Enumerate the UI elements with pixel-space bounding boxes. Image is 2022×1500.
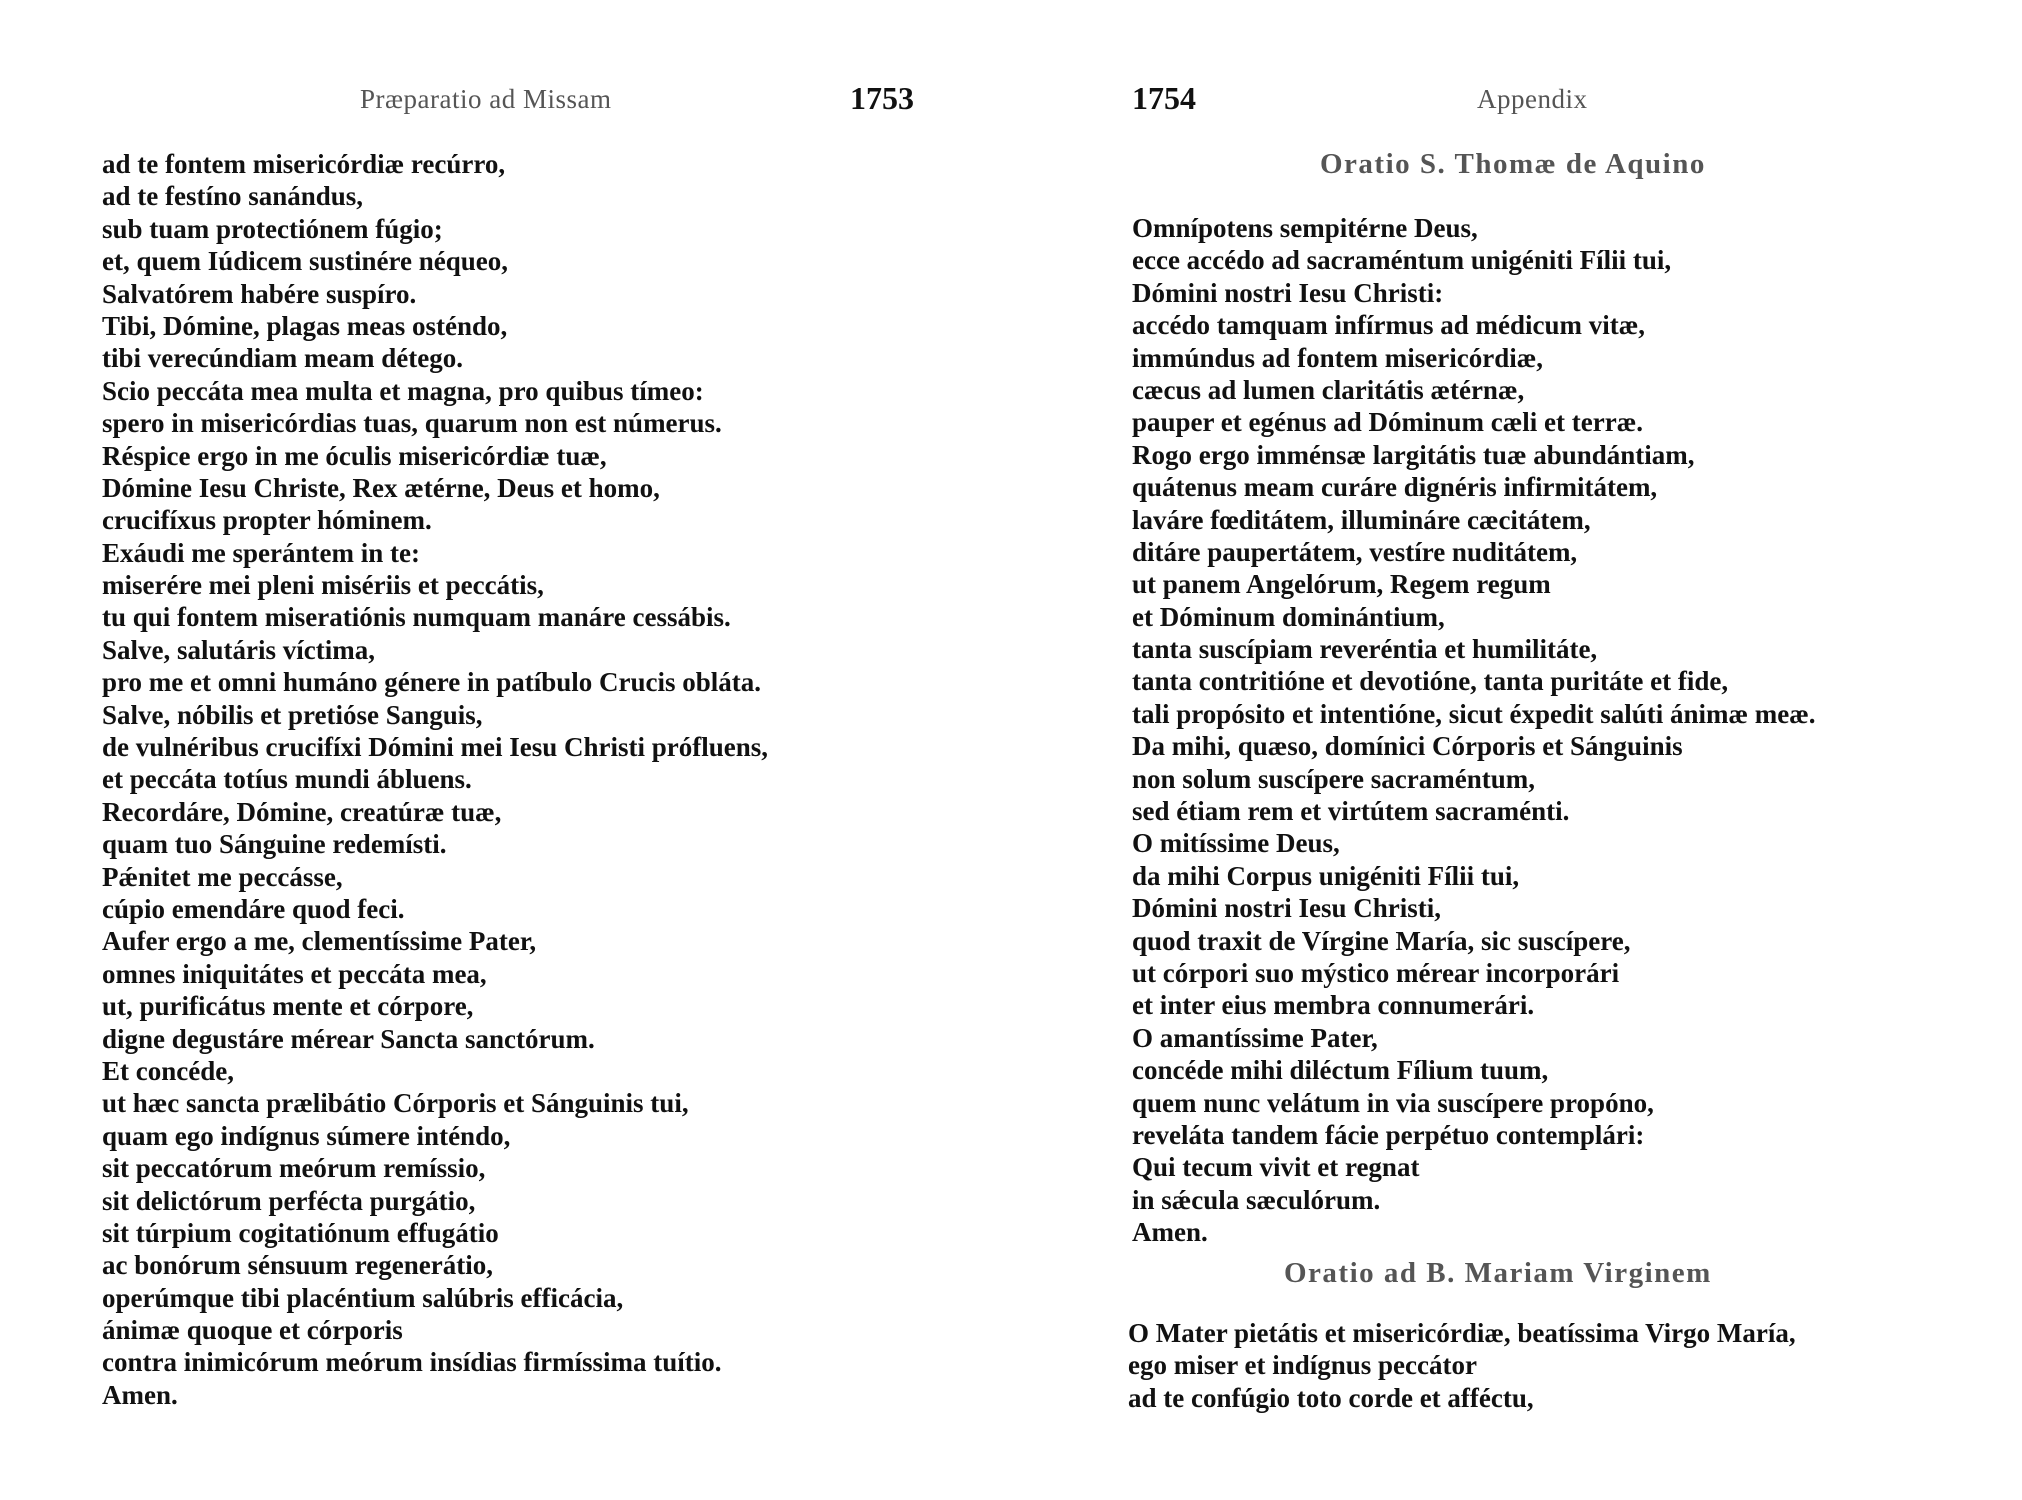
text-line: operúmque tibi placéntium salúbris efficácia, xyxy=(102,1282,624,1313)
text-line: ac bonórum sénsuum regenerátio, xyxy=(102,1250,493,1281)
text-line: sit peccatórum meórum remíssio, xyxy=(102,1153,486,1184)
text-line: in sǽcula sæculórum. xyxy=(1132,1184,1381,1215)
text-line: Amen. xyxy=(1132,1217,1208,1248)
text-line: contra inimicórum meórum insídias firmíssima tuítio. xyxy=(102,1347,722,1378)
text-line: cæcus ad lumen claritátis ætérnæ, xyxy=(1132,374,1525,405)
text-line: Dómini nostri Iesu Christi: xyxy=(1132,277,1444,308)
running-head-right: Appendix xyxy=(1477,84,1588,114)
left-page xyxy=(98,0,938,1500)
text-line: Omnípotens sempitérne Deus, xyxy=(1132,213,1478,243)
text-line: ánimæ quoque et córporis xyxy=(102,1315,403,1346)
text-line: Rogo ergo imménsæ largitátis tuæ abundántiam, xyxy=(1132,439,1695,470)
text-line: et, quem Iúdicem sustinére néqueo, xyxy=(102,246,509,277)
text-line: Qui tecum vivit et regnat xyxy=(1132,1152,1420,1183)
text-line: O amantíssime Pater, xyxy=(1132,1022,1378,1053)
text-line: sed étiam rem et virtútem sacraménti. xyxy=(1132,796,1570,827)
text-line: Dómini nostri Iesu Christi, xyxy=(1132,893,1442,924)
text-line: laváre fœditátem, illumináre cæcitátem, xyxy=(1132,504,1591,535)
text-line: quátenus meam curáre dignéris infirmitátem, xyxy=(1132,472,1658,503)
thomas-prayer-text xyxy=(1132,212,1816,1249)
text-line: spero in misericórdias tuas, quarum non est númerus. xyxy=(102,408,722,439)
text-line: non solum suscípere sacraméntum, xyxy=(1132,763,1536,794)
text-line: Salve, salutáris víctima, xyxy=(102,634,375,665)
text-line: ad te festíno sanándus, xyxy=(102,181,364,212)
text-line: Dómine Iesu Christe, Rex ætérne, Deus et homo, xyxy=(102,472,660,503)
text-line: et Dóminum dominántium, xyxy=(1132,601,1445,632)
text-line: sit delictórum perfécta purgátio, xyxy=(102,1185,476,1216)
text-line: crucifíxus propter hóminem. xyxy=(102,505,432,536)
text-line: tanta contritióne et devotióne, tanta puritáte et fide, xyxy=(1132,666,1729,697)
text-line: O mitíssime Deus, xyxy=(1132,828,1340,859)
text-line: ad te fontem misericórdiæ recúrro, xyxy=(102,149,506,179)
text-line: ditáre paupertátem, vestíre nuditátem, xyxy=(1132,536,1578,567)
text-line: Pǽnitet me peccásse, xyxy=(102,861,343,892)
text-line: immúndus ad fontem misericórdiæ, xyxy=(1132,342,1543,373)
text-line: pauper et egénus ad Dóminum cæli et terræ. xyxy=(1132,407,1643,438)
page-number-right: 1754 xyxy=(1132,80,1196,116)
page-number-left: 1753 xyxy=(850,80,914,116)
text-line: omnes iniquitátes et peccáta mea, xyxy=(102,958,487,989)
text-line: reveláta tandem fácie perpétuo contemplári: xyxy=(1132,1119,1645,1150)
text-line: O Mater pietátis et misericórdiæ, beatíssima Virgo María, xyxy=(1128,1318,1796,1348)
text-line: quam ego indígnus súmere inténdo, xyxy=(102,1120,511,1151)
text-line: digne degustáre mérear Sancta sanctórum. xyxy=(102,1023,595,1054)
text-line: tibi verecúndiam meam détego. xyxy=(102,343,463,374)
text-line: Salve, nóbilis et pretióse Sanguis, xyxy=(102,699,483,730)
text-line: ut panem Angelórum, Regem regum xyxy=(1132,569,1551,600)
text-line: sit túrpium cogitatiónum effugátio xyxy=(102,1217,499,1248)
text-line: accédo tamquam infírmus ad médicum vitæ, xyxy=(1132,310,1645,341)
text-line: quod traxit de Vírgine María, sic suscípere, xyxy=(1132,925,1631,956)
text-line: pro me et omni humáno génere in patíbulo Crucis obláta. xyxy=(102,667,762,698)
text-line: tali propósito et intentióne, sicut éxpedit salúti ánimæ meæ. xyxy=(1132,698,1816,729)
text-line: Amen. xyxy=(102,1379,178,1410)
text-line: Salvatórem habére suspíro. xyxy=(102,278,417,309)
text-line: Tibi, Dómine, plagas meas osténdo, xyxy=(102,310,508,341)
text-line: ecce accédo ad sacraméntum unigéniti Fílii tui, xyxy=(1132,245,1672,276)
text-line: Et concéde, xyxy=(102,1055,234,1086)
text-line: quem nunc velátum in via suscípere propóno, xyxy=(1132,1087,1654,1118)
text-line: de vulnéribus crucifíxi Dómini mei Iesu Christi prófluens, xyxy=(102,732,769,763)
text-line: ut hæc sancta prælibátio Córporis et Sánguinis tui, xyxy=(102,1088,689,1119)
text-line: cúpio emendáre quod feci. xyxy=(102,893,405,924)
text-line: ut córpori suo mýstico mérear incorporári xyxy=(1132,957,1620,988)
running-head-left: Præparatio ad Missam xyxy=(360,84,612,114)
text-line: ego miser et indígnus peccátor xyxy=(1128,1350,1477,1381)
text-line: Aufer ergo a me, clementíssime Pater, xyxy=(102,926,537,957)
text-line: et inter eius membra connumerári. xyxy=(1132,990,1535,1021)
text-line: concéde mihi diléctum Fílium tuum, xyxy=(1132,1055,1549,1086)
right-page xyxy=(1122,0,1962,1500)
mariam-prayer-text xyxy=(1128,1317,1796,1414)
text-line: Recordáre, Dómine, creatúræ tuæ, xyxy=(102,796,502,827)
text-line: miserére mei pleni misériis et peccátis, xyxy=(102,570,544,601)
text-line: ad te confúgio toto corde et afféctu, xyxy=(1128,1382,1534,1413)
text-line: ut, purificátus mente et córpore, xyxy=(102,991,474,1022)
text-line: da mihi Corpus unigéniti Fílii tui, xyxy=(1132,860,1520,891)
text-line: tanta suscípiam reveréntia et humilitáte, xyxy=(1132,634,1598,665)
text-line: Réspice ergo in me óculis misericórdiæ tuæ, xyxy=(102,440,607,471)
section-title-thomas: Oratio S. Thomæ de Aquino xyxy=(1320,148,1706,180)
text-line: tu qui fontem miseratiónis numquam manáre cessábis. xyxy=(102,602,731,633)
text-line: quam tuo Sánguine redemísti. xyxy=(102,829,447,860)
text-line: sub tuam protectiónem fúgio; xyxy=(102,213,443,244)
text-line: Da mihi, quæso, domínici Córporis et Sánguinis xyxy=(1132,731,1683,762)
text-line: Scio peccáta mea multa et magna, pro quibus tímeo: xyxy=(102,375,704,406)
section-title-mariam: Oratio ad B. Mariam Virginem xyxy=(1284,1257,1712,1289)
left-text-block xyxy=(102,148,768,1411)
text-line: et peccáta totíus mundi ábluens. xyxy=(102,764,472,795)
text-line: Exáudi me sperántem in te: xyxy=(102,537,420,568)
